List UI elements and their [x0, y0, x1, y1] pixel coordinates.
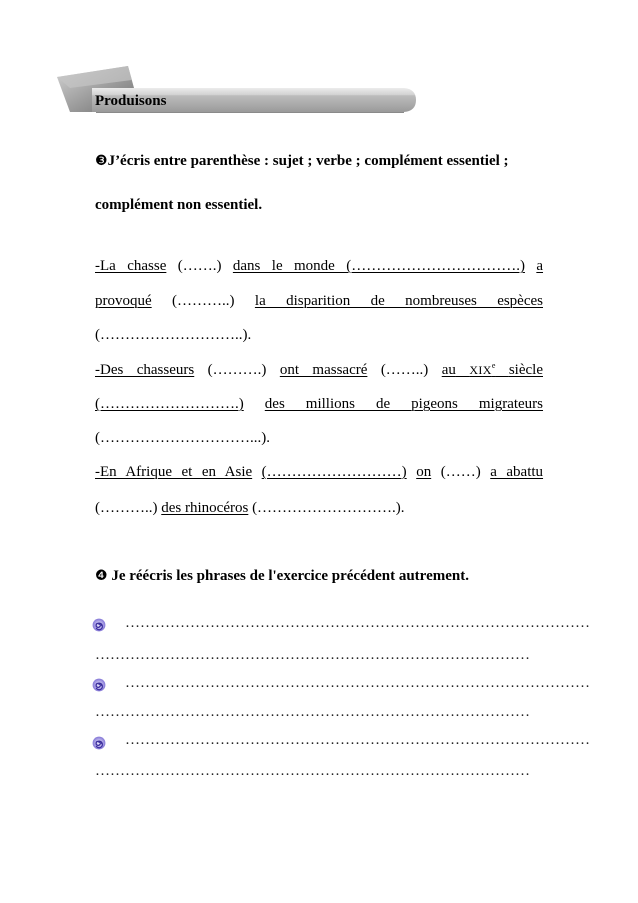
sentence-line-4 — [95, 361, 543, 379]
sentence-line-3 — [95, 326, 543, 344]
answer-3-line-2: …………………………………………………………………………… — [95, 763, 530, 779]
sentence1-object-blank: (………………………..). — [95, 327, 252, 343]
sentence-line-5 — [95, 395, 543, 413]
sentence1-complement: dans le monde (…………………………….) — [232, 258, 525, 274]
answer-2-line-1: ………………………………………………………………………………… — [125, 675, 590, 691]
century-suffix: e — [491, 361, 496, 370]
sentence3-object: des rhinocéros — [161, 500, 249, 516]
sentence1-object: la disparition de nombreuses espèces — [254, 293, 543, 309]
sentence-line-2 — [95, 292, 543, 310]
exercise4-instruction-text: Je réécris les phrases de l'exercice précédent autrement. — [111, 568, 469, 584]
sentence-line-6 — [95, 429, 543, 447]
sentence-line-7 — [95, 463, 543, 481]
sentence1-verb-blank: (………..) — [172, 293, 235, 309]
sentence3-verb: a abattu — [490, 464, 544, 480]
section-title: Produisons — [95, 93, 167, 109]
answer-1-line-1: ………………………………………………………………………………… — [125, 615, 590, 631]
exercise4-number-icon: ❹ — [95, 568, 108, 584]
time-word: siècle — [508, 362, 543, 378]
sentence2-subject: -Des chasseurs — [95, 362, 195, 378]
sentence1-blank: (…….) — [177, 258, 222, 274]
answer-2-line-2: …………………………………………………………………………… — [95, 704, 530, 720]
sentence2-verb: ont massacré — [279, 362, 368, 378]
spiral-bullet-icon — [92, 618, 106, 632]
answer-1-line-2: …………………………………………………………………………… — [95, 647, 530, 663]
sentence3-object-blank: (……………………….). — [252, 500, 405, 516]
sentence3-complement: -En Afrique et en Asie — [95, 464, 253, 480]
exercise3-instruction-line1 — [95, 152, 543, 170]
time-prefix: au — [441, 362, 456, 378]
exercise3-instruction-line2: complément non essentiel. — [95, 197, 263, 213]
exercise3-instruction-text: J’écris entre parenthèse : sujet ; verbe ; complément essentiel ; — [107, 153, 509, 169]
sentence2-object: des millions de pigeons migrateurs — [264, 396, 544, 412]
sentence2-object-blank: (…………………………...). — [95, 430, 270, 446]
sentence-line-1 — [95, 257, 543, 275]
sentence2-time-blank: (……………………….) — [95, 396, 244, 412]
sentence2-subject-blank: (……….) — [207, 362, 267, 378]
sentence1-subject: -La chasse — [95, 258, 167, 274]
answer-3-line-1: ………………………………………………………………………………… — [125, 732, 590, 748]
sentence-line-8 — [95, 499, 543, 517]
spiral-bullet-icon — [92, 736, 106, 750]
sentence2-verb-blank: (……..) — [380, 362, 429, 378]
section-banner-shape — [0, 0, 638, 130]
sentence1-verb: provoqué — [95, 293, 152, 309]
sentence3-subject-blank: (……) — [440, 464, 481, 480]
spiral-bullet-icon — [92, 678, 106, 692]
exercise4-instruction — [95, 567, 543, 585]
sentence1-verb-start: a — [536, 258, 544, 274]
sentence3-subject: on — [416, 464, 432, 480]
sentence3-verb-blank: (………..) — [95, 500, 158, 516]
sentence2-time-complement — [442, 362, 543, 378]
exercise3-number-icon: ❸ — [95, 153, 108, 169]
sentence3-complement-blank: (………………………) — [261, 464, 407, 480]
century-numeral: XIX — [469, 363, 492, 377]
